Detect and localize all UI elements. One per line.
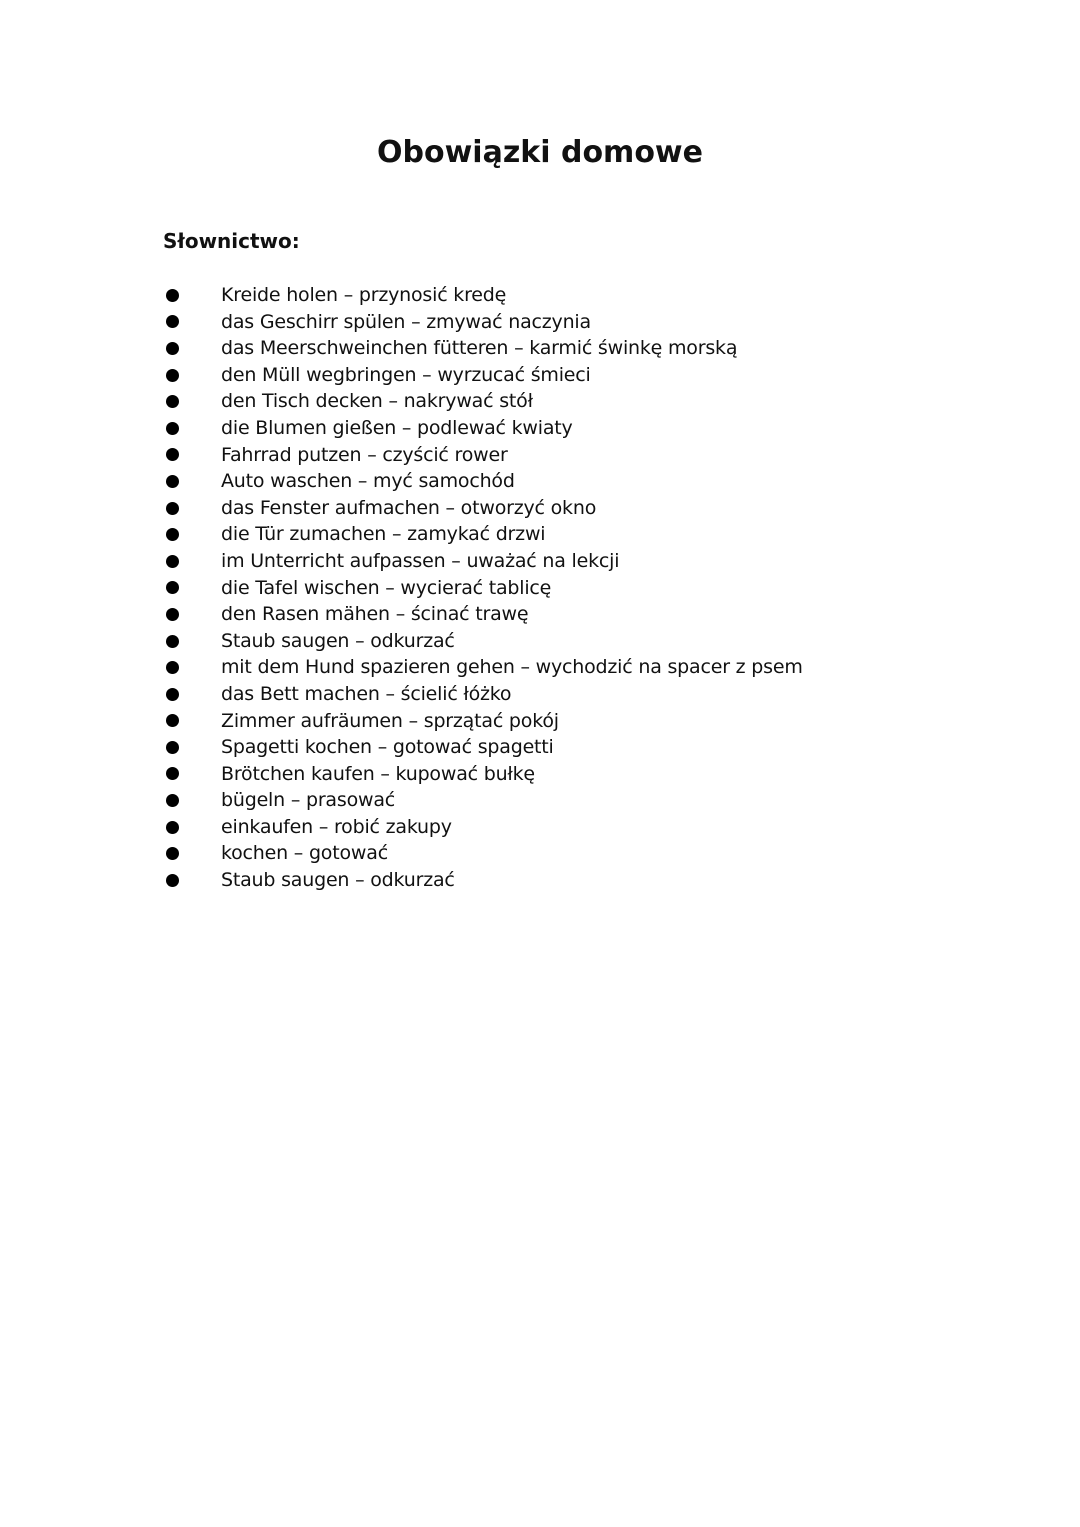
vocab-entry: den Tisch decken – nakrywać stół [221,390,533,413]
bullet-icon [166,821,179,834]
vocab-entry: mit dem Hund spazieren gehen – wychodzić na spacer z psem [221,656,803,679]
bullet-icon [166,767,179,780]
bullet-icon [166,688,179,701]
vocab-entry: Auto waschen – myć samochód [221,470,515,493]
list-item [163,388,533,415]
list-item [163,548,620,575]
list-item [163,734,554,761]
list-item [163,362,591,389]
list-item [163,840,388,867]
list-item [163,708,559,735]
vocab-entry: die Tür zumachen – zamykać drzwi [221,523,546,546]
bullet-icon [166,661,179,674]
vocab-entry: Zimmer aufräumen – sprzątać pokój [221,709,559,732]
list-item [163,761,535,788]
bullet-icon [166,608,179,621]
bullet-icon [166,369,179,382]
vocab-entry: einkaufen – robić zakupy [221,815,452,838]
list-item [163,867,455,894]
list-item [163,575,552,602]
vocab-entry: die Tafel wischen – wycierać tablicę [221,576,552,599]
bullet-icon [166,289,179,302]
list-item [163,335,738,362]
bullet-icon [166,475,179,488]
bullet-icon [166,581,179,594]
bullet-icon [166,847,179,860]
vocab-entry: die Blumen gießen – podlewać kwiaty [221,416,573,439]
bullet-icon [166,342,179,355]
page-title: Obowiązki domowe [377,135,703,170]
vocab-entry: den Rasen mähen – ścinać trawę [221,603,529,626]
list-item [163,442,508,469]
vocab-entry: das Geschirr spülen – zmywać naczynia [221,310,591,333]
vocab-entry: das Meerschweinchen fütteren – karmić świnkę morską [221,337,738,360]
bullet-icon [166,714,179,727]
vocab-entry: im Unterricht aufpassen – uważać na lekcji [221,549,620,572]
vocab-entry: das Bett machen – ścielić łóżko [221,682,512,705]
list-item [163,282,507,309]
bullet-icon [166,528,179,541]
vocab-entry: Staub saugen – odkurzać [221,869,455,892]
vocab-entry: Kreide holen – przynosić kredę [221,284,507,306]
bullet-icon [166,555,179,568]
vocab-entry: den Müll wegbringen – wyrzucać śmieci [221,363,591,386]
vocab-entry: das Fenster aufmachen – otworzyć okno [221,496,597,519]
list-item [163,468,515,495]
bullet-icon [166,874,179,887]
section-heading: Słownictwo: [163,229,300,253]
list-item [163,787,396,814]
vocab-entry: bügeln – prasować [221,789,396,812]
list-item [163,681,512,708]
bullet-icon [166,635,179,648]
list-item [163,415,573,442]
vocab-entry: Staub saugen – odkurzać [221,629,455,652]
bullet-icon [166,448,179,461]
bullet-icon [166,502,179,515]
list-item [163,309,591,336]
list-item [163,814,452,841]
bullet-icon [166,315,179,328]
list-item [163,601,529,628]
list-item [163,495,597,522]
bullet-icon [166,741,179,754]
vocab-entry: Spagetti kochen – gotować spagetti [221,736,554,759]
list-item [163,628,455,655]
vocab-entry: Brötchen kaufen – kupować bułkę [221,762,535,785]
bullet-icon [166,395,179,408]
vocab-entry: kochen – gotować [221,842,388,865]
vocabulary-list [163,282,803,894]
list-item [163,521,546,548]
vocab-entry: Fahrrad putzen – czyścić rower [221,443,508,466]
list-item [163,654,803,681]
bullet-icon [166,422,179,435]
bullet-icon [166,794,179,807]
